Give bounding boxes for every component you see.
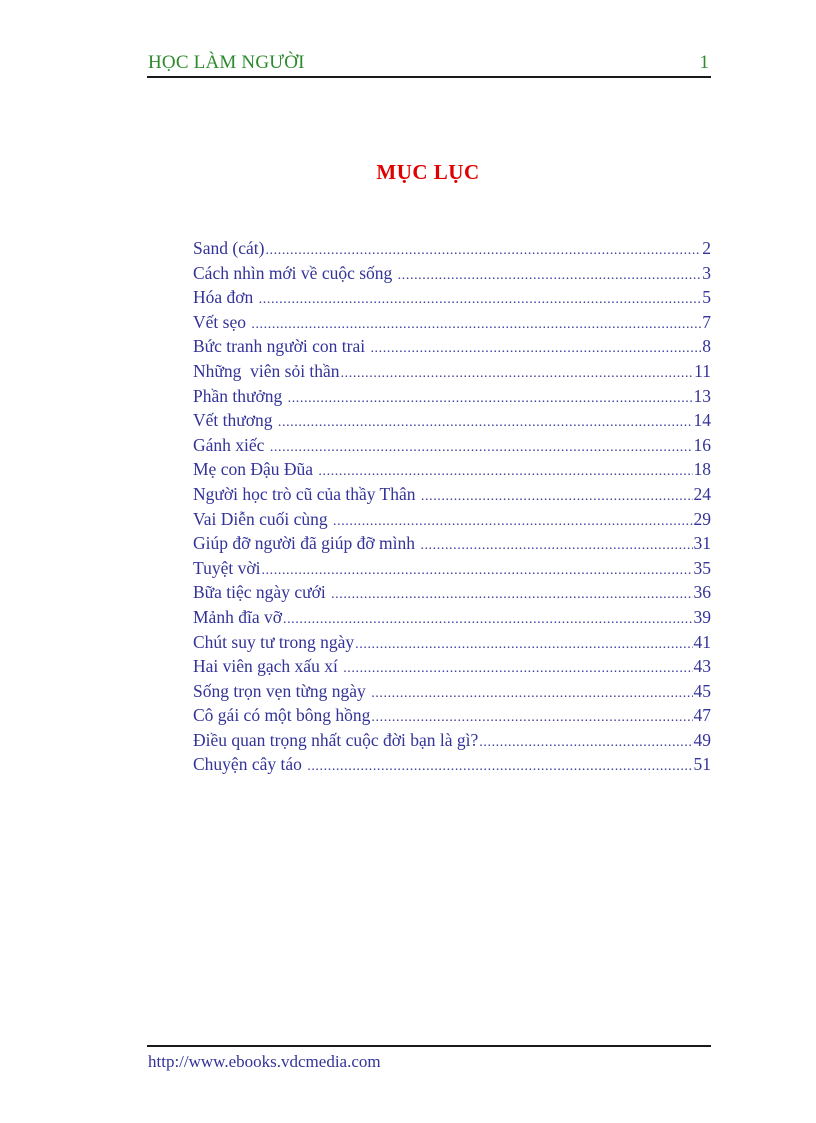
toc-entry[interactable] <box>193 728 711 753</box>
toc-entry[interactable] <box>193 285 711 310</box>
book-title: HỌC LÀM NGƯỜI <box>148 52 305 73</box>
footer-url[interactable]: http://www.ebooks.vdcmedia.com <box>148 1052 381 1071</box>
page-header <box>147 52 711 78</box>
toc-entry-page: 39 <box>693 606 711 627</box>
toc-entry[interactable] <box>193 261 711 286</box>
toc-entry-page: 35 <box>693 557 711 578</box>
toc-leader-dots <box>479 731 692 756</box>
toc-leader-dots <box>341 362 694 387</box>
toc-entry-title: Giúp đỡ người đã giúp đỡ mình <box>193 533 420 554</box>
table-of-contents <box>193 236 711 777</box>
toc-entry-page: 16 <box>693 434 711 455</box>
toc-entry[interactable] <box>193 605 711 630</box>
toc-entry[interactable] <box>193 531 711 556</box>
toc-entry[interactable] <box>193 679 711 704</box>
toc-entry-page: 43 <box>693 656 711 677</box>
toc-entry-page: 31 <box>693 533 711 554</box>
toc-leader-dots <box>420 534 692 559</box>
toc-entry[interactable] <box>193 359 711 384</box>
toc-entry-title: Những viên sỏi thần <box>193 360 340 381</box>
toc-entry[interactable] <box>193 556 711 581</box>
toc-entry-page: 18 <box>693 459 711 480</box>
toc-leader-dots <box>343 657 692 682</box>
toc-entry-title: Gánh xiếc <box>193 434 269 455</box>
toc-leader-dots <box>421 485 693 510</box>
toc-entry-title: Hai viên gạch xấu xí <box>193 656 343 677</box>
toc-entry-page: 45 <box>693 680 711 701</box>
page-number: 1 <box>699 52 709 73</box>
toc-entry-title: Vai Diễn cuối cùng <box>193 508 332 529</box>
toc-leader-dots <box>288 387 693 412</box>
toc-entry[interactable] <box>193 433 711 458</box>
toc-entry-title: Hóa đơn <box>193 287 258 308</box>
toc-entry-title: Người học trò cũ của thầy Thân <box>193 483 420 504</box>
toc-entry-title: Vết thương <box>193 410 277 431</box>
toc-entry-page: 24 <box>693 483 711 504</box>
toc-entry[interactable] <box>193 654 711 679</box>
toc-entry[interactable] <box>193 580 711 605</box>
toc-entry-title: Sand (cát) <box>193 238 265 258</box>
toc-entry-page: 2 <box>702 238 711 258</box>
toc-entry[interactable] <box>193 457 711 482</box>
toc-entry[interactable] <box>193 752 711 777</box>
toc-leader-dots <box>370 337 701 362</box>
toc-entry-title: Chuyện cây táo <box>193 754 307 775</box>
toc-entry[interactable] <box>193 703 711 728</box>
toc-entry-page: 3 <box>702 262 711 283</box>
toc-entry-page: 11 <box>694 360 711 381</box>
toc-entry-page: 41 <box>693 631 711 652</box>
toc-entry-page: 36 <box>693 582 711 603</box>
page-footer <box>147 1045 711 1071</box>
toc-leader-dots <box>259 288 702 313</box>
toc-entry-page: 29 <box>693 508 711 529</box>
toc-entry-title: Mẹ con Đậu Đũa <box>193 459 318 480</box>
toc-entry-title: Phần thưởng <box>193 385 287 406</box>
toc-entry[interactable] <box>193 310 711 335</box>
toc-entry[interactable] <box>193 236 711 261</box>
toc-entry-page: 14 <box>693 410 711 431</box>
toc-entry[interactable] <box>193 408 711 433</box>
toc-entry-page: 47 <box>693 705 711 726</box>
toc-entry-title: Bữa tiệc ngày cưới <box>193 582 331 603</box>
toc-entry-title: Sống trọn vẹn từng ngày <box>193 680 371 701</box>
toc-entry-title: Chút suy tư trong ngày <box>193 631 355 652</box>
toc-entry-title: Vết sẹo <box>193 311 251 332</box>
toc-entry-page: 8 <box>702 336 711 357</box>
toc-leader-dots <box>398 264 702 289</box>
toc-entry-title: Tuyệt vời <box>193 557 261 578</box>
toc-entry-title: Cách nhìn mới về cuộc sống <box>193 262 397 283</box>
toc-entry-title: Bức tranh người con trai <box>193 336 370 357</box>
toc-entry-page: 49 <box>693 729 711 750</box>
toc-entry[interactable] <box>193 482 711 507</box>
toc-entry[interactable] <box>193 507 711 532</box>
toc-leader-dots <box>278 411 693 436</box>
toc-entry-page: 7 <box>702 311 711 332</box>
toc-leader-dots <box>270 436 693 461</box>
toc-entry[interactable] <box>193 384 711 409</box>
toc-heading: MỤC LỤC <box>376 160 480 184</box>
toc-entry-page: 51 <box>693 754 711 775</box>
toc-entry-page: 5 <box>702 287 711 308</box>
toc-entry[interactable] <box>193 630 711 655</box>
toc-entry-title: Điều quan trọng nhất cuộc đời bạn là gì? <box>193 729 479 750</box>
toc-entry-title: Mảnh đĩa vỡ <box>193 606 282 627</box>
toc-leader-dots <box>355 633 692 658</box>
toc-entry-page: 13 <box>693 385 711 406</box>
toc-entry[interactable] <box>193 334 711 359</box>
toc-leader-dots <box>307 755 692 780</box>
toc-entry-title: Cô gái có một bông hồng <box>193 705 371 726</box>
toc-leader-dots <box>331 583 692 608</box>
toc-leader-dots <box>371 682 692 707</box>
